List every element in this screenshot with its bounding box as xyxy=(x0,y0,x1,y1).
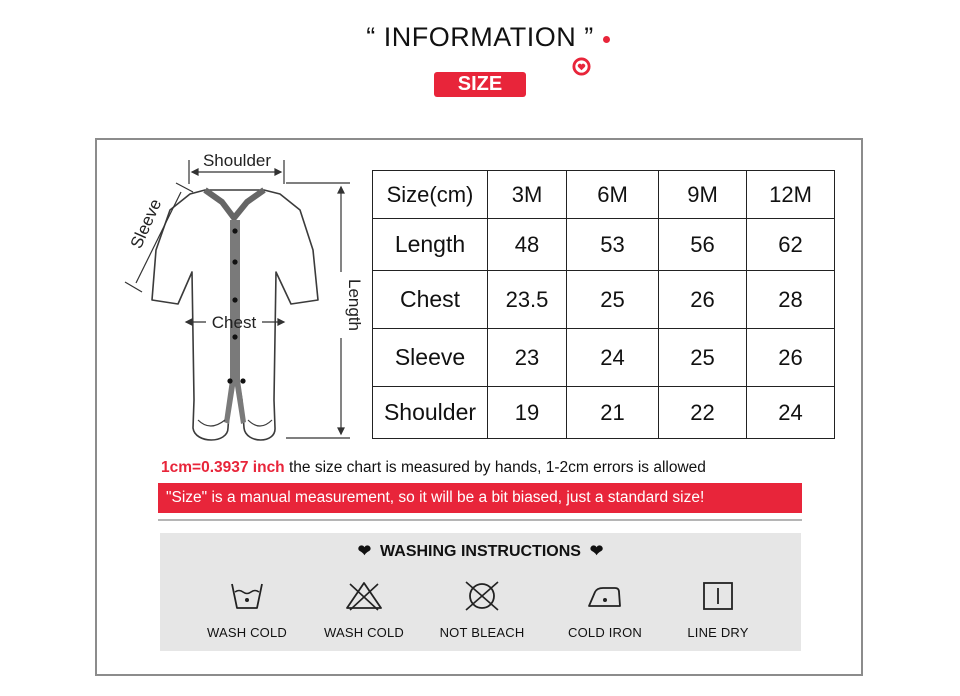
wash-item xyxy=(653,580,783,640)
no-tumble-dry-icon xyxy=(462,580,502,612)
washing-title-text: WASHING INSTRUCTIONS xyxy=(380,543,581,560)
sleeve-label: Sleeve xyxy=(126,196,166,252)
wash-label: WASH COLD xyxy=(323,625,405,640)
size-badge: SIZE xyxy=(434,72,526,97)
table-header-cell: 3M xyxy=(488,171,567,219)
chest-label: Chest xyxy=(211,313,257,332)
warning-banner: "Size" is a manual measurement, so it will be a bit biased, just a standard size! xyxy=(158,483,802,513)
wash-item xyxy=(299,580,429,640)
table-cell: 25 xyxy=(659,329,747,387)
table-header-cell: Size(cm) xyxy=(373,171,488,219)
heart-icon: ❤ xyxy=(357,543,372,560)
row-label: Chest xyxy=(373,271,488,329)
table-cell: 26 xyxy=(659,271,747,329)
table-row xyxy=(373,271,835,329)
table-cell: 22 xyxy=(659,387,747,439)
decorative-dot xyxy=(603,36,610,43)
table-cell: 56 xyxy=(659,219,747,271)
table-cell: 48 xyxy=(488,219,567,271)
table-header-cell: 6M xyxy=(567,171,659,219)
table-cell: 53 xyxy=(567,219,659,271)
page-title: “ INFORMATION ” xyxy=(366,22,594,52)
table-cell: 24 xyxy=(747,387,835,439)
measurement-note-text: the size chart is measured by hands, 1-2cm errors is allowed xyxy=(284,459,706,476)
table-row xyxy=(373,329,835,387)
wash-label: COLD IRON xyxy=(567,625,643,640)
wash-label: NOT BLEACH xyxy=(439,625,525,640)
measurement-note xyxy=(161,459,706,477)
shoulder-label: Shoulder xyxy=(202,151,272,170)
table-row xyxy=(373,387,835,439)
table-cell: 26 xyxy=(747,329,835,387)
table-header-row xyxy=(373,171,835,219)
table-cell: 24 xyxy=(567,329,659,387)
table-cell: 21 xyxy=(567,387,659,439)
table-cell: 28 xyxy=(747,271,835,329)
length-label: Length xyxy=(345,279,364,331)
table-header-cell: 12M xyxy=(747,171,835,219)
row-label: Sleeve xyxy=(373,329,488,387)
row-label: Shoulder xyxy=(373,387,488,439)
wash-item xyxy=(182,580,312,640)
size-chart-table xyxy=(372,170,835,439)
table-cell: 62 xyxy=(747,219,835,271)
no-bleach-triangle-icon xyxy=(344,580,384,612)
wash-item xyxy=(540,580,670,640)
conversion-text: 1cm=0.3937 inch xyxy=(161,459,285,476)
wash-label: LINE DRY xyxy=(687,625,749,640)
garment-diagram xyxy=(118,143,368,448)
table-header-cell: 9M xyxy=(659,171,747,219)
heart-icon: ❤ xyxy=(589,543,604,560)
wash-tub-icon xyxy=(229,580,265,612)
row-label: Length xyxy=(373,219,488,271)
iron-icon xyxy=(585,580,625,612)
table-row xyxy=(373,219,835,271)
table-cell: 19 xyxy=(488,387,567,439)
line-dry-icon xyxy=(701,580,735,612)
table-cell: 25 xyxy=(567,271,659,329)
washing-title xyxy=(160,541,801,561)
heart-icon xyxy=(572,57,591,76)
divider xyxy=(158,519,802,521)
wash-label: WASH COLD xyxy=(206,625,288,640)
wash-item xyxy=(417,580,547,640)
table-cell: 23 xyxy=(488,329,567,387)
table-cell: 23.5 xyxy=(488,271,567,329)
